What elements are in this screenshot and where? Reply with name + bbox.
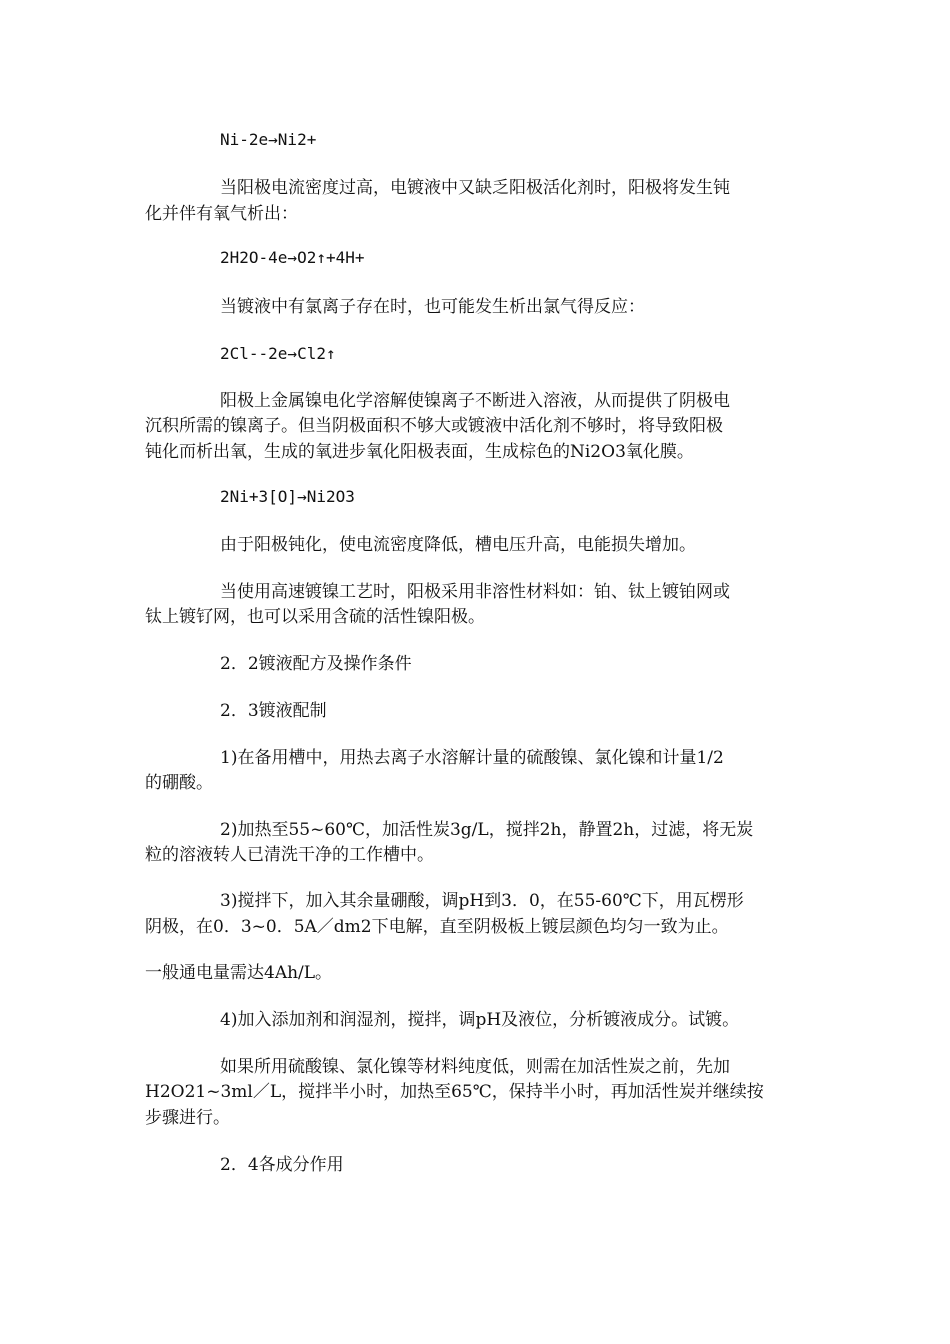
step-line: 1)在备用槽中，用热去离子水溶解计量的硫酸镍、氯化镍和计量1/2 — [220, 748, 724, 768]
equation-ni2o3: 2Ni+3[O]→Ni2O3 — [220, 487, 355, 506]
paragraph-line: 由于阳极钝化，使电流密度降低，槽电压升高，电能损失增加。 — [220, 535, 696, 555]
step-line: 粒的溶液转人已清洗干净的工作槽中。 — [145, 845, 434, 865]
paragraph-line: 当使用高速镀镍工艺时，阳极采用非溶性材料如：铂、钛上镀铂网或 — [220, 582, 730, 602]
paragraph-line: 阳极上金属镍电化学溶解使镍离子不断进入溶液，从而提供了阴极电 — [220, 391, 730, 411]
paragraph-line: 钝化而析出氧，生成的氧进步氧化阳极表面，生成棕色的Ni2O3氧化膜。 — [145, 442, 694, 462]
equation-ni-oxidation: Ni-2e→Ni2+ — [220, 130, 317, 149]
step-line: 2)加热至55~60℃，加活性炭3g/L，搅拌2h，静置2h，过滤，将无炭 — [220, 820, 754, 840]
equation-oxygen-evolution: 2H2O-4e→O2↑+4H+ — [220, 248, 365, 267]
paragraph-line: 沉积所需的镍离子。但当阴极面积不够大或镀液中活化剂不够时，将导致阳极 — [145, 416, 723, 436]
paragraph-line: 一般通电量需达4Ah/L。 — [145, 963, 333, 983]
paragraph-line: 钛上镀钌网，也可以采用含硫的活性镍阳极。 — [145, 607, 485, 627]
paragraph-line: 化并伴有氧气析出： — [145, 204, 298, 224]
paragraph-line: 当镀液中有氯离子存在时，也可能发生析出氯气得反应： — [220, 297, 645, 317]
equation-chlorine-evolution: 2Cl--2e→Cl2↑ — [220, 344, 336, 363]
section-heading: 2．3镀液配制 — [220, 701, 327, 721]
paragraph-line: H2O21~3ml／L，搅拌半小时，加热至65℃，保持半小时，再加活性炭并继续按 — [145, 1082, 764, 1102]
paragraph-line: 当阳极电流密度过高，电镀液中又缺乏阳极活化剂时，阳极将发生钝 — [220, 178, 730, 198]
paragraph-line: 步骤进行。 — [145, 1108, 230, 1128]
section-heading: 2．2镀液配方及操作条件 — [220, 654, 412, 674]
paragraph-line: 如果所用硫酸镍、氯化镍等材料纯度低，则需在加活性炭之前，先加 — [220, 1057, 730, 1077]
step-line: 的硼酸。 — [145, 773, 213, 793]
step-line: 3)搅拌下，加入其余量硼酸，调pH到3．0，在55-60℃下，用瓦楞形 — [220, 891, 744, 911]
step-line: 4)加入添加剂和润湿剂，搅拌，调pH及液位，分析镀液成分。试镀。 — [220, 1010, 740, 1030]
section-heading: 2．4各成分作用 — [220, 1155, 344, 1175]
step-line: 阴极，在0．3~0．5A／dm2下电解，直至阴极板上镀层颜色均匀一致为止。 — [145, 917, 729, 937]
